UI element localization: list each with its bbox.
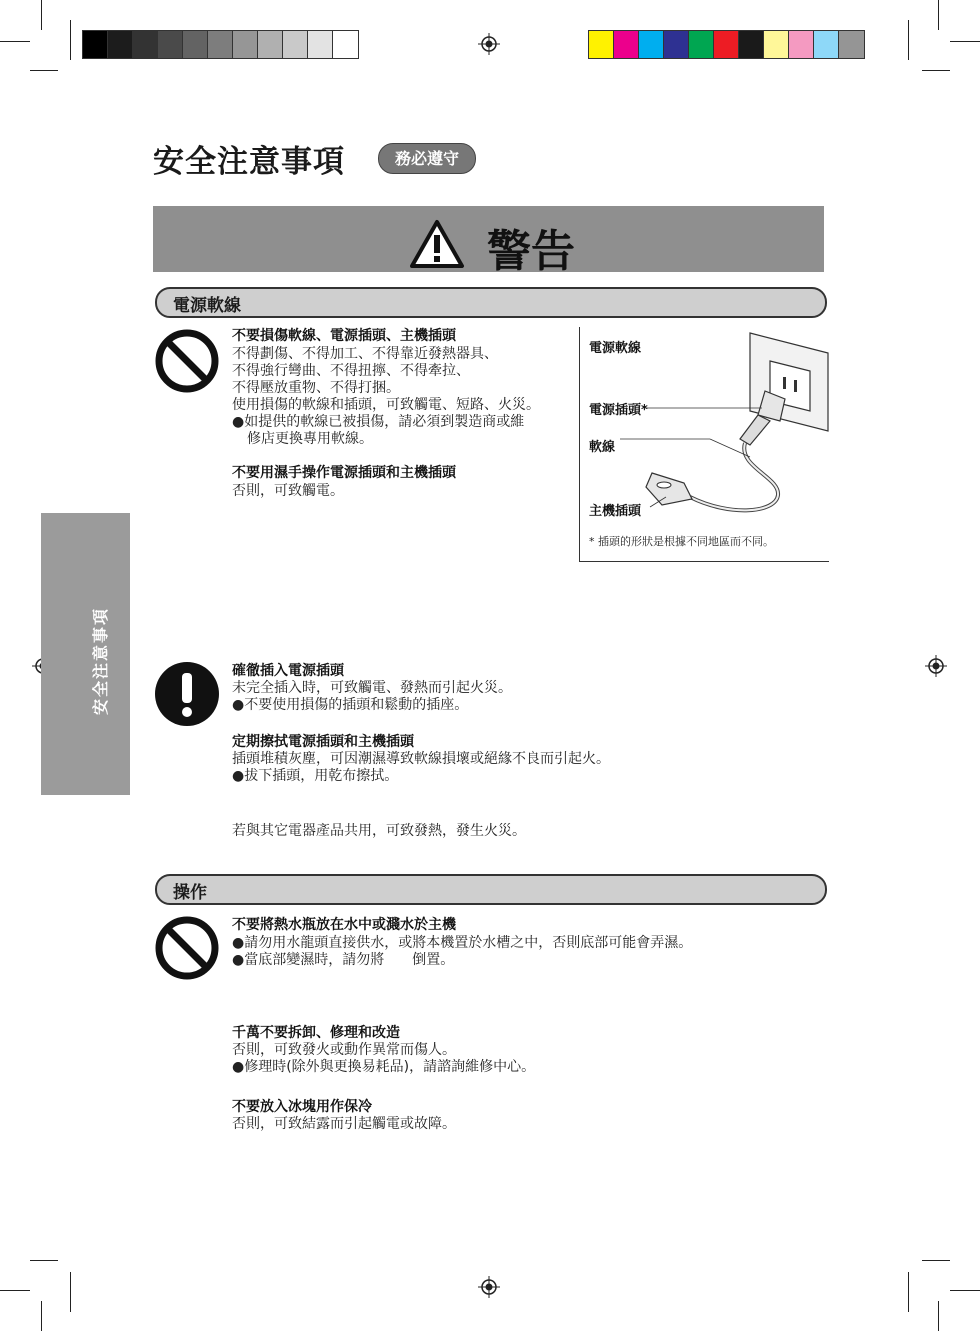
heading-insert-fully: 確徹插入電源插頭 (232, 663, 344, 679)
color-swatch (764, 31, 789, 58)
color-swatch (333, 31, 358, 58)
section-label: 操作 (173, 883, 207, 903)
text-line: 若與其它電器產品共用，可致發熱，發生火災。 (232, 823, 526, 839)
color-swatch (614, 31, 639, 58)
bullet-line: ●修理時(除外與更換易耗品)，請諮詢維修中心。 (232, 1059, 536, 1075)
color-swatch (789, 31, 814, 58)
text-line: 否則，可致觸電。 (232, 483, 344, 499)
bullet-line: ●當底部變濕時，請勿將 倒置。 (232, 952, 455, 968)
color-swatch (689, 31, 714, 58)
diagram-note: * 插頭的形狀是根據不同地區而不同。 (589, 535, 774, 548)
heading-wipe-plugs: 定期擦拭電源插頭和主機插頭 (232, 734, 414, 750)
color-swatch (639, 31, 664, 58)
crop-mark (950, 41, 980, 42)
color-swatch (258, 31, 283, 58)
section-header-power-cord (155, 287, 827, 318)
heading-wet-hands: 不要用濕手操作電源插頭和主機插頭 (232, 465, 456, 481)
diagram-label-cord: 電源軟線 (589, 341, 642, 356)
prohibition-icon (154, 328, 220, 394)
side-tab (41, 513, 130, 795)
color-swatch (83, 31, 108, 58)
crop-mark (922, 70, 950, 71)
bullet-line: ●不要使用損傷的插頭和鬆動的插座。 (232, 697, 469, 713)
heading-no-disassembly: 千萬不要拆卸、修理和改造 (232, 1025, 400, 1041)
color-swatch (283, 31, 308, 58)
bullet-line: ●請勿用水龍頭直接供水，或將本機置於水槽之中，否則底部可能會弄濕。 (232, 935, 693, 951)
color-swatch (814, 31, 839, 58)
crop-mark (30, 1260, 58, 1261)
page-title: 安全注意事項 (153, 144, 345, 180)
crop-mark (41, 1301, 42, 1331)
color-swatch (208, 31, 233, 58)
crop-mark (908, 20, 909, 60)
section-label: 電源軟線 (173, 296, 241, 316)
registration-mark-icon (478, 1276, 500, 1298)
color-swatch (664, 31, 689, 58)
color-swatch (108, 31, 133, 58)
color-swatch (158, 31, 183, 58)
exclamation-icon (154, 661, 220, 727)
crop-mark (938, 0, 939, 30)
crop-mark (0, 1290, 30, 1291)
text-line: 不得壓放重物、不得打捆。 (232, 380, 400, 396)
diagram-label-main-plug: 主機插頭 (589, 504, 642, 519)
heading-no-ice: 不要放入冰塊用作保冷 (232, 1099, 372, 1115)
diagram-label-plug: 電源插頭* (589, 403, 648, 418)
bullet-line: ●如提供的軟線已被損傷，請必須到製造商或維 (232, 414, 525, 430)
color-swatch (839, 31, 864, 58)
text-line: 不得劃傷、不得加工、不得靠近發熱器具、 (232, 346, 498, 362)
crop-mark (41, 0, 42, 30)
color-bar (588, 30, 865, 59)
diagram-label-wire: 軟線 (589, 440, 616, 455)
registration-mark-icon (478, 33, 500, 55)
heading-no-water: 不要將熱水瓶放在水中或濺水於主機 (232, 917, 456, 933)
crop-mark (70, 1272, 71, 1312)
warning-triangle-icon (409, 219, 465, 269)
color-swatch (739, 31, 764, 58)
text-line: 插頭堆積灰塵，可因潮濕導致軟線損壞或絕緣不良而引起火。 (232, 751, 610, 767)
color-swatch (589, 31, 614, 58)
prohibition-icon (154, 915, 220, 981)
warning-label: 警告 (487, 226, 575, 277)
side-tab-label: 安全注意事項 (91, 606, 110, 715)
color-swatch (183, 31, 208, 58)
text-line: 不得強行彎曲、不得扭擰、不得牽拉、 (232, 363, 470, 379)
crop-mark (30, 70, 58, 71)
must-follow-badge: 務必遵守 (378, 143, 476, 174)
text-line: 否則，可致結露而引起觸電或故障。 (232, 1116, 456, 1132)
text-line: 未完全插入時，可致觸電、發熱而引起火災。 (232, 680, 512, 696)
crop-mark (950, 1290, 980, 1291)
plug-diagram-illustration (580, 327, 829, 561)
crop-mark (938, 1301, 939, 1331)
crop-mark (922, 1260, 950, 1261)
color-swatch (233, 31, 258, 58)
grayscale-bar (82, 30, 359, 59)
bullet-continuation: 修店更換專用軟線。 (247, 431, 373, 447)
registration-mark-icon (925, 655, 947, 677)
color-swatch (714, 31, 739, 58)
section-header-operation (155, 874, 827, 905)
crop-mark (0, 41, 30, 42)
crop-mark (908, 1272, 909, 1312)
color-swatch (308, 31, 333, 58)
text-line: 否則，可致發火或動作異常而傷人。 (232, 1042, 456, 1058)
bullet-line: ●拔下插頭，用乾布擦拭。 (232, 768, 399, 784)
heading-no-damage: 不要損傷軟線、電源插頭、主機插頭 (232, 328, 456, 344)
crop-mark (70, 20, 71, 60)
text-line: 使用損傷的軟線和插頭，可致觸電、短路、火災。 (232, 397, 540, 413)
color-swatch (133, 31, 158, 58)
